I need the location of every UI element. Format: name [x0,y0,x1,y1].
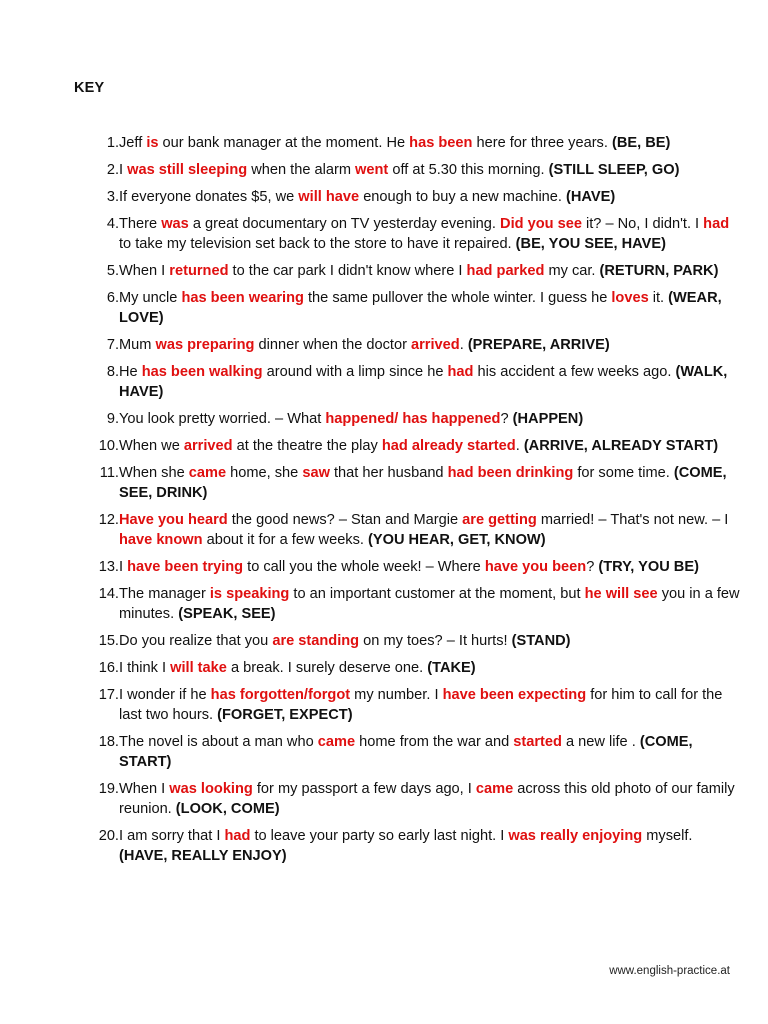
list-item [88,436,740,456]
answer-text: went [355,162,389,178]
item-sentence [119,187,740,207]
list-item [88,826,740,866]
item-number: 12. [98,512,119,528]
sentence-text: The manager [119,586,210,602]
item-sentence [119,160,740,180]
answer-text: has been walking [141,364,263,380]
item-number: 8. [106,364,119,380]
list-item [88,335,740,355]
list-item [88,187,740,207]
verb-hint: (STILL SLEEP, GO) [548,162,680,178]
sentence-text: ? [500,411,513,427]
sentence-text: myself. [642,828,693,844]
list-item [88,214,740,254]
sentence-text: home, she [226,465,303,481]
list-item [88,510,740,550]
verb-hint: (HAVE) [566,189,616,205]
answer-text: has been wearing [181,290,304,306]
sentence-text: a great documentary on TV yesterday evening. [188,216,501,232]
list-item [88,463,740,503]
sentence-text: his accident a few weeks ago. [473,364,676,380]
sentence-text: I wonder if he [119,687,211,703]
sentence-text: to take my television set back to the store to have it repaired. [119,236,516,252]
sentence-text: a break. I surely deserve one. [226,660,428,676]
item-sentence [119,510,740,550]
sentence-text: to leave your party so early last night. I [250,828,509,844]
answer-text: has been [409,135,473,151]
verb-hint: (WEAR, LOVE) [119,290,722,326]
sentence-text: for him to call for the last two hours. [119,687,723,723]
answer-text: will have [298,189,360,205]
verb-hint: (HAVE, REALLY ENJOY) [119,848,287,864]
sentence-text: Jeff [119,135,147,151]
answer-text: has forgotten/forgot [210,687,351,703]
answer-text: arrived [411,337,460,353]
sentence-text: about it for a few weeks. [202,532,369,548]
sentence-text: for my passport a few days ago, I [252,781,476,797]
item-number: 15. [98,633,119,649]
list-item [88,288,740,328]
item-number: 18. [98,734,119,750]
sentence-text: He [119,364,142,380]
item-sentence [119,557,740,577]
item-number: 6. [106,290,119,306]
list-item [88,160,740,180]
answer-text: are getting [462,512,537,528]
answer-text: have known [119,532,203,548]
answer-text: have been expecting [442,687,587,703]
item-number: 1. [106,135,119,151]
sentence-text: at the theatre the play [232,438,382,454]
sentence-text: my car. [544,263,600,279]
sentence-text: to call you the whole week! – Where [243,559,485,575]
verb-hint: (BE, YOU SEE, HAVE) [515,236,666,252]
sentence-text: my number. I [350,687,443,703]
item-number: 10. [98,438,119,454]
sentence-text: I think I [119,660,171,676]
sentence-text: around with a limp since he [262,364,448,380]
sentence-text: it? – No, I didn't. I [581,216,704,232]
answer-text: have been trying [127,559,244,575]
sentence-text: a new life . [561,734,640,750]
item-sentence [119,335,740,355]
list-item [88,779,740,819]
answer-text: are standing [272,633,360,649]
answer-text: saw [302,465,330,481]
verb-hint: (COME, SEE, DRINK) [119,465,727,501]
sentence-text: to the car park I didn't know where I [228,263,467,279]
answer-text: had been drinking [447,465,574,481]
verb-hint: (YOU HEAR, GET, KNOW) [368,532,546,548]
sentence-text: that her husband [329,465,448,481]
verb-hint: (TAKE) [427,660,476,676]
item-number: 19. [98,781,119,797]
answer-text: have you been [484,559,587,575]
sentence-text: enough to buy a new machine. [359,189,567,205]
verb-hint: (ARRIVE, ALREADY START) [523,438,719,454]
item-sentence [119,409,740,429]
sentence-text: There [119,216,162,232]
verb-hint: (BE, BE) [611,135,671,151]
item-sentence [119,261,740,281]
item-sentence [119,826,740,866]
item-sentence [119,732,740,772]
list-item [88,584,740,624]
sentence-text: married! – That's not new. – I [536,512,729,528]
list-item [88,362,740,402]
answer-text: came [188,465,227,481]
answer-text: had [224,828,251,844]
item-number: 3. [106,189,119,205]
sentence-text: home from the war and [355,734,514,750]
sentence-text: Mum [119,337,156,353]
answer-text: is [146,135,159,151]
list-item [88,133,740,153]
list-item [88,557,740,577]
sentence-text: dinner when the doctor [254,337,412,353]
item-sentence [119,362,740,402]
sentence-text: our bank manager at the moment. He [158,135,410,151]
answer-text: started [513,734,562,750]
page-heading: KEY [74,80,105,96]
item-number: 11. [99,465,119,481]
verb-hint: (STAND) [511,633,571,649]
answer-text: loves [611,290,649,306]
item-sentence [119,584,740,624]
answer-text: was looking [169,781,253,797]
sentence-text: When I [119,263,170,279]
answer-text: arrived [183,438,233,454]
sentence-text: ? [586,559,599,575]
verb-hint: (FORGET, EXPECT) [217,707,353,723]
answer-text: had [703,216,730,232]
sentence-text: the same pullover the whole winter. I guess he [303,290,612,306]
answer-text: is speaking [209,586,290,602]
sentence-text: My uncle [119,290,182,306]
answer-key-list [88,133,740,866]
sentence-text: I am sorry that I [119,828,225,844]
item-sentence [119,133,740,153]
sentence-text: The novel is about a man who [119,734,318,750]
list-item [88,261,740,281]
sentence-text: I [119,559,128,575]
item-number: 20. [98,828,119,844]
item-sentence [119,288,740,328]
sentence-text: you in a few minutes. [119,586,740,622]
answer-text: was really enjoying [508,828,643,844]
verb-hint: (WALK, HAVE) [119,364,728,400]
item-number: 16. [98,660,119,676]
item-number: 9. [106,411,119,427]
sentence-text: off at 5.30 this morning. [388,162,549,178]
list-item [88,685,740,725]
item-number: 4. [106,216,119,232]
sentence-text: You look pretty worried. – What [119,411,326,427]
verb-hint: (HAPPEN) [512,411,584,427]
verb-hint: (SPEAK, SEE) [178,606,276,622]
sentence-text: it. [648,290,669,306]
answer-text: was [161,216,189,232]
verb-hint: (RETURN, PARK) [599,263,719,279]
sentence-text: on my toes? – It hurts! [359,633,512,649]
answer-text: came [475,781,514,797]
sentence-text: the good news? – Stan and Margie [227,512,463,528]
sentence-text: across this old photo of our family reunion. [119,781,735,817]
answer-text: Did you see [500,216,582,232]
sentence-text: I [119,162,128,178]
list-item [88,658,740,678]
footer-url: www.english-practice.at [609,965,730,977]
item-number: 14. [98,586,119,602]
answer-text: had already started [381,438,516,454]
item-number: 2. [106,162,119,178]
sentence-text: for some time. [573,465,674,481]
item-sentence [119,779,740,819]
item-sentence [119,658,740,678]
sentence-text: When I [119,781,170,797]
answer-text: was still sleeping [127,162,248,178]
answer-text: returned [169,263,229,279]
item-number: 17. [98,687,119,703]
item-sentence [119,214,740,254]
verb-hint: (LOOK, COME) [175,801,280,817]
item-sentence [119,631,740,651]
answer-text: had parked [466,263,545,279]
sentence-text: If everyone donates $5, we [119,189,299,205]
answer-text: Have you heard [119,512,228,528]
sentence-text: Do you realize that you [119,633,273,649]
list-item [88,631,740,651]
verb-hint: (TRY, YOU BE) [598,559,699,575]
sentence-text: here for three years. [472,135,612,151]
answer-text: he will see [584,586,658,602]
answer-text: was preparing [155,337,255,353]
sentence-text: When she [119,465,189,481]
sentence-text: When we [119,438,184,454]
answer-text: will take [170,660,227,676]
sentence-text: to an important customer at the moment, but [289,586,585,602]
list-item [88,409,740,429]
verb-hint: (PREPARE, ARRIVE) [467,337,610,353]
sentence-text: when the alarm [247,162,356,178]
answer-text: had [447,364,474,380]
item-sentence [119,685,740,725]
sentence-text: . [459,337,468,353]
list-item [88,732,740,772]
answer-text: came [317,734,356,750]
answer-text: happened/ has happened [325,411,501,427]
item-number: 13. [98,559,119,575]
item-number: 5. [106,263,119,279]
verb-hint: (COME, START) [119,734,693,770]
sentence-text: . [515,438,524,454]
item-sentence [119,463,740,503]
item-number: 7. [106,337,119,353]
item-sentence [119,436,740,456]
